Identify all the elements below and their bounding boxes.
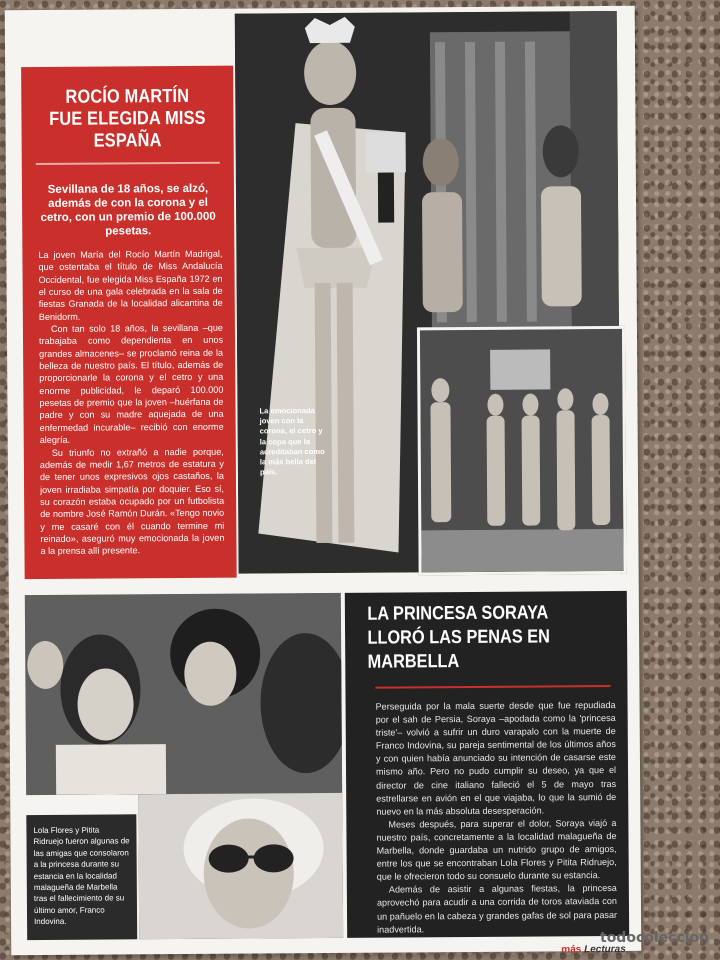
soraya-friends-photo <box>25 593 342 795</box>
headline-divider <box>36 162 220 165</box>
watermark-text: todocoleccion <box>600 930 710 946</box>
article1-body <box>22 248 236 558</box>
article1-paragraph: La joven María del Rocío Martín Madrigal, que ostentaba el título de Miss Andalucía Occidental, fue elegida Miss España 1972 en el curso de una gala celebrada en la sala de fiestas Granada de la localidad alicantina de Benidorm. <box>38 248 223 322</box>
article2-text-panel <box>345 591 629 938</box>
brand-prefix: más <box>561 944 582 956</box>
article1-subtitle: Sevillana de 18 años, se alzó, además de con la corona y el cetro, con un premio de 100.000 pesetas. <box>40 182 216 238</box>
article1-paragraph: Con tan solo 18 años, la sevillana –que trabajaba como dependienta en unos grandes almacenes– se proclamó reina de la belleza de nuestro país. El título, además de proporcionarle la corona y el cetro y una enorme publicidad, le deparó 100.000 pesetas de premio que la joven –huérfana de padre y con su madre aquejada de una enfermedad incurable– recibió con enorme alegría. <box>38 322 224 446</box>
article1-headline-box <box>21 66 234 171</box>
contestants-photo <box>417 326 627 575</box>
magazine-page <box>5 6 642 955</box>
article1-headline: ROCÍO MARTÍN FUE ELEGIDA MISS ESPAÑA <box>49 85 206 152</box>
brand-name: Lecturas <box>584 943 626 956</box>
article2-photo-caption: Lola Flores y Pitita Ridruejo fueron algunas de las amigas que consolaron a la princesa durante su estancia en la localidad malagueña de Marbella tras el fallecimiento de su último amor, Franco Indovina. <box>26 814 137 940</box>
article2-paragraph: Meses después, para superar el dolor, Soraya viajó a nuestro país, concretamente a la localidad malagueña de Marbella, donde guardaba un nutrido grupo de amigos, entre los que se encontraban Lola Flores y Pitita Ridruejo, que le ofrecieron todo su consuelo durante su estancia. <box>376 817 617 882</box>
article2-paragraph: Además de asistir a algunas fiestas, la princesa aprovechó para acudir a una corrida de toros ataviada con un pañuelo en la cabeza y grandes gafas de sol para pasar inadvertida. <box>376 883 618 935</box>
article1-photo-caption: La emocionada joven con la corona, el cetro y la copa que la acreditaban como la más bella del país. <box>259 406 325 477</box>
article2-paragraph: Perseguida por la mala suerte desde que fue repudiada por el sah de Persia, Soraya –apodada como la 'princesa triste'– volvió a sufrir un duro varapalo con la muerte de Franco Indovina, su pareja sentimental de los últimos años y con quien había anunciado su intención de casarse este mismo año. Pero no pudo cumplir su deseo, ya que el director de cine italiano falleció el 5 de mayo tras estrellarse en avión en el que viajaba, lo que la sumió de nuevo en la más absoluta desesperación. <box>375 699 617 817</box>
article2-body <box>345 687 629 937</box>
article1-paragraph: Su triunfo no extrañó a nadie porque, además de medir 1,67 metros de estatura y de tener unos expresivos ojos castaños, la joven irradiaba simpatía por doquier. Eso sí, su corazón estaba ocupado por un futbolista de nombre José Ramón Durán. «Tengo novio y me casaré con él cuando termine mi reinado», aseguró muy emocionada la joven a la prensa allí presente. <box>39 446 225 557</box>
article2-headline: LA PRINCESA SORAYA LLORÓ LAS PENAS EN MARBELLA <box>367 602 551 673</box>
article1-text-panel <box>21 66 237 579</box>
soraya-sunglasses-photo <box>138 793 343 939</box>
